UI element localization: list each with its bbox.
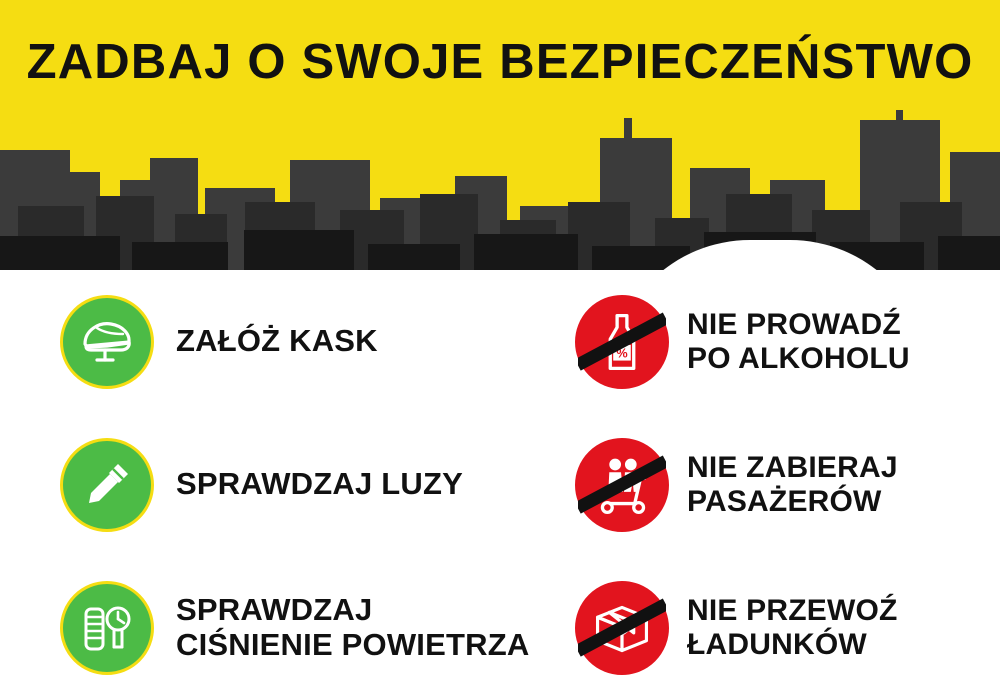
helmet-icon	[77, 312, 137, 372]
screwdriver-badge	[60, 438, 154, 532]
tip-item-play	[0, 413, 500, 556]
tip-label-tire-pressure: SPRAWDZAJ CIŚNIENIE POWIETRZA	[176, 591, 530, 662]
tip-item-no-alcohol	[500, 270, 1000, 413]
no-alcohol-badge	[575, 295, 669, 389]
no-cargo-icon	[578, 583, 666, 673]
tire-pressure-icon	[76, 597, 138, 659]
helmet-badge	[60, 295, 154, 389]
tips-area	[0, 270, 1000, 700]
tip-item-helmet	[0, 270, 500, 413]
tip-label-no-alcohol: NIE PROWADŹ PO ALKOHOLU	[687, 307, 910, 375]
no-passengers-icon	[578, 440, 666, 530]
svg-text:%: %	[616, 345, 628, 361]
do-column	[0, 270, 530, 700]
tip-label-no-passengers: NIE ZABIERAJ PASAŻERÓW	[687, 450, 898, 518]
tip-label-no-cargo: NIE PRZEWOŹ ŁADUNKÓW	[687, 593, 898, 661]
tip-label-helmet: ZAŁÓŻ KASK	[176, 323, 378, 359]
city-skyline-illustration	[0, 110, 1000, 270]
header-band	[0, 0, 1000, 270]
screwdriver-icon	[77, 455, 137, 515]
tip-label-play: SPRAWDZAJ LUZY	[176, 466, 463, 502]
tip-item-tire-pressure	[0, 556, 530, 699]
tire-pressure-badge	[60, 581, 154, 675]
no-cargo-badge	[575, 581, 669, 675]
dont-column	[500, 270, 1000, 700]
tip-item-no-cargo	[500, 556, 1000, 699]
no-alcohol-icon	[578, 297, 666, 387]
tip-item-no-passengers	[500, 413, 1000, 556]
page-title: ZADBAJ O SWOJE BEZPIECZEŃSTWO	[26, 35, 974, 89]
no-passengers-badge	[575, 438, 669, 532]
